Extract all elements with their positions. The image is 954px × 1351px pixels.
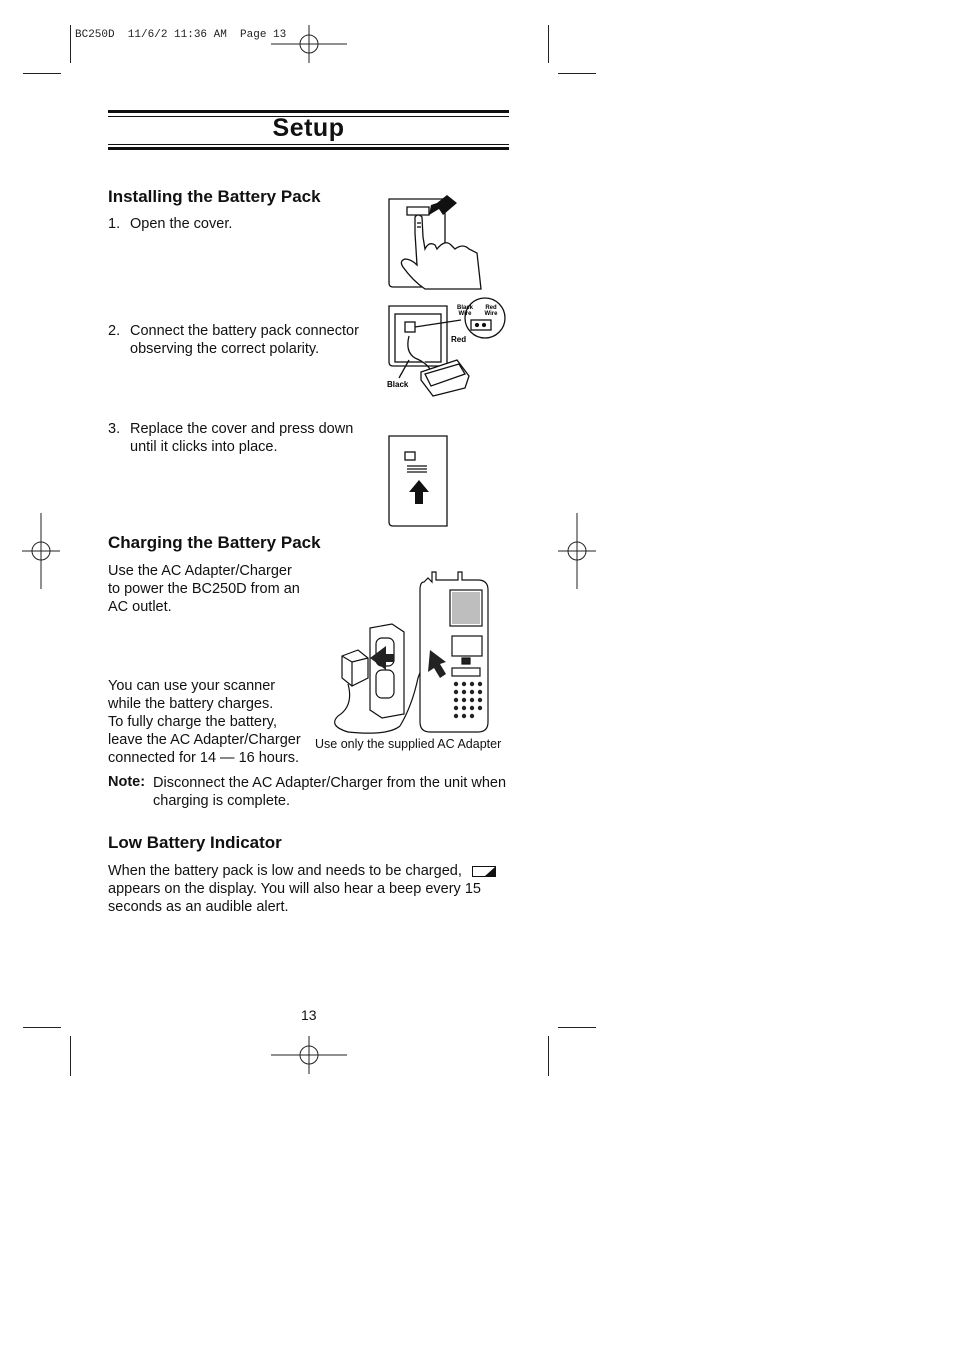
title-bar xyxy=(108,110,509,150)
open-cover-illustration xyxy=(385,193,485,293)
replace-cover-illustration xyxy=(385,432,455,530)
black-wire-label-2: Wire xyxy=(458,311,472,317)
low-battery-icon xyxy=(472,866,496,877)
adapter-caption: Use only the supplied AC Adapter xyxy=(315,737,502,751)
red-wire-label-1: Red xyxy=(485,305,497,311)
note-text: Disconnect the AC Adapter/Charger from the unit when charging is complete. xyxy=(153,775,507,809)
black-wire-label-1: Black xyxy=(456,305,474,311)
black-label: Black xyxy=(387,380,409,389)
install-step-2: 2. Connect the battery pack connector observing the correct polarity. xyxy=(108,323,359,357)
charging-para-2: You can use your scanner while the battery charges. To fully charge the battery, leave the AC Adapter/Charger connected for 14 — 16 hours. xyxy=(108,678,301,766)
page-title: Setup xyxy=(272,114,345,142)
low-battery-text: When the battery pack is low and needs to be charged, appears on the display. You will also hear a beep every 15 seconds as an audible alert. xyxy=(108,862,518,916)
battery-connector-illustration xyxy=(385,296,510,398)
note-label: Note: xyxy=(108,774,146,790)
charging-heading: Charging the Battery Pack xyxy=(108,533,321,552)
low-battery-heading: Low Battery Indicator xyxy=(108,833,282,852)
ac-adapter-scanner-illustration xyxy=(328,566,510,738)
install-step-3: 3. Replace the cover and press down until it clicks into place. xyxy=(108,421,354,455)
red-wire-label-2: Wire xyxy=(484,311,498,317)
charging-para-1: Use the AC Adapter/Charger to power the BC250D from an AC outlet. xyxy=(108,563,300,615)
red-label: Red xyxy=(451,335,467,344)
page-number: 13 xyxy=(301,1007,317,1023)
print-slug: BC250D 11/6/2 11:36 AM Page 13 xyxy=(75,29,287,41)
installing-heading: Installing the Battery Pack xyxy=(108,187,321,206)
